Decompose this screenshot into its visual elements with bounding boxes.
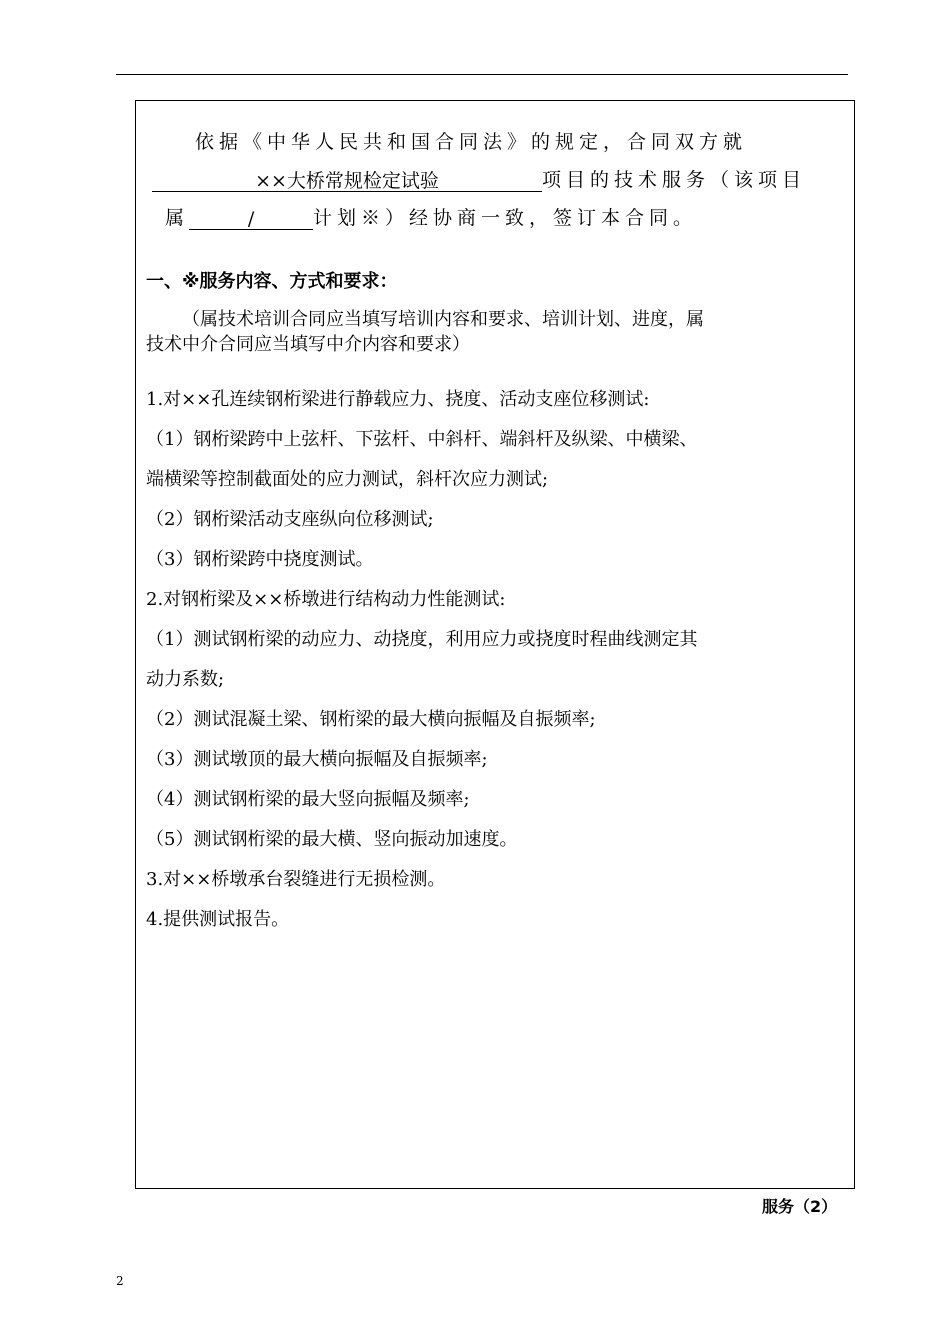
content-item: （3）钢桁梁跨中挠度测试。 — [146, 549, 374, 570]
content-item: 4.提供测试报告。 — [146, 909, 290, 930]
intro-line-2-suffix: 项目的技术服务（该项目 — [542, 169, 807, 191]
page-number: 2 — [116, 1274, 124, 1288]
section-heading: 一、※服务内容、方式和要求： — [146, 271, 398, 292]
intro-line-2 — [152, 168, 806, 192]
content-item: 1.对××孔连续钢桁梁进行静载应力、挠度、活动支座位移测试: — [146, 389, 650, 410]
content-item: 3.对××桥墩承台裂缝进行无损检测。 — [146, 869, 446, 890]
content-item: （4）测试钢桁梁的最大竖向振幅及频率; — [146, 789, 470, 810]
content-item: （2）钢桁梁活动支座纵向位移测试; — [146, 509, 434, 530]
plan-field: / — [189, 207, 313, 230]
intro-line-1: 依据《中华人民共和国合同法》的规定，合同双方就 — [195, 131, 748, 153]
section-note-line-1: （属技术培训合同应当填写培训内容和要求、培训计划、进度，属 — [182, 309, 704, 330]
content-item: 2.对钢桁梁及××桥墩进行结构动力性能测试: — [146, 589, 506, 610]
project-name-field: ××大桥常规检定试验 — [152, 169, 542, 192]
content-item: （1）钢桁梁跨中上弦杆、下弦杆、中斜杆、端斜杆及纵梁、中横梁、 — [146, 429, 698, 450]
content-item: （1）测试钢桁梁的动应力、动挠度，利用应力或挠度时程曲线测定其 — [146, 629, 698, 650]
content-item: （5）测试钢桁梁的最大横、竖向振动加速度。 — [146, 829, 518, 850]
intro-line-3-prefix: 属 — [165, 207, 190, 229]
intro-line-3 — [165, 206, 697, 230]
content-item: （2）测试混凝土梁、钢桁梁的最大横向振幅及自振频率; — [146, 709, 596, 730]
form-page-label: 服务（2） — [762, 1197, 838, 1216]
intro-line-3-suffix: 计划※）经协商一致，签订本合同。 — [313, 207, 698, 229]
header-rule — [116, 74, 848, 75]
content-item: 端横梁等控制截面处的应力测试，斜杆次应力测试; — [146, 469, 549, 490]
content-item: （3）测试墩顶的最大横向振幅及自振频率; — [146, 749, 488, 770]
content-item: 动力系数; — [146, 669, 225, 690]
section-note-line-2: 技术中介合同应当填写中介内容和要求） — [146, 334, 470, 355]
